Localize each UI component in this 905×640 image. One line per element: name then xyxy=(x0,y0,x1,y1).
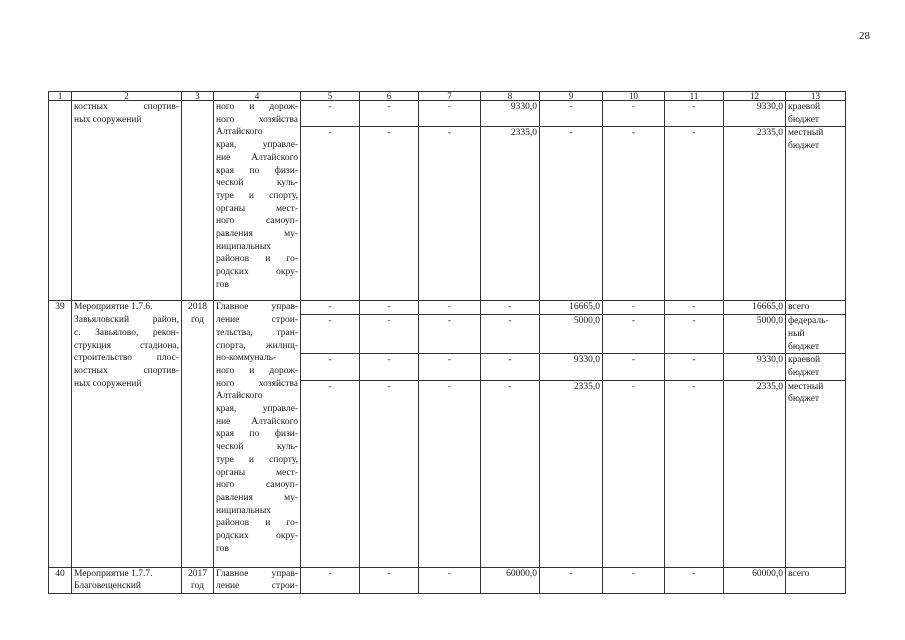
amount-cell: - xyxy=(603,101,665,127)
amount-cell: - xyxy=(360,127,419,301)
executor-line: ческой куль- xyxy=(216,178,298,189)
measure-name-line: ных сооружений xyxy=(74,114,142,125)
executor-line: туре и спорту, xyxy=(216,454,298,465)
funding-source-cell xyxy=(786,101,846,127)
executor-line: ление строи- xyxy=(216,581,298,592)
amount-cell: - xyxy=(540,101,603,127)
executor-line: Главное управ- xyxy=(216,302,298,313)
total-cell: 5000,0 xyxy=(724,315,786,354)
executor-line: ного и дорож- xyxy=(216,365,298,376)
executor-line: ного самоуп- xyxy=(216,480,298,491)
row-number-cell: 39 xyxy=(49,301,72,567)
executor-line: гов xyxy=(216,279,229,290)
amount-cell: - xyxy=(665,380,724,567)
amount-cell: - xyxy=(540,127,603,301)
amount-cell: - xyxy=(360,101,419,127)
amount-cell: - xyxy=(301,380,360,567)
measure-name-cell xyxy=(72,567,182,593)
funding-source-line: ный xyxy=(788,328,805,339)
amount-cell: - xyxy=(665,354,724,380)
amount-cell: - xyxy=(419,101,481,127)
executor-line: Алтайского xyxy=(216,127,263,138)
funding-source-cell xyxy=(786,315,846,354)
amount-cell: 9330,0 xyxy=(540,354,603,380)
executor-line: родских окру- xyxy=(216,531,298,542)
executor-line: ного хозяйства xyxy=(216,378,298,389)
funding-source-cell xyxy=(786,127,846,301)
amount-cell: - xyxy=(603,127,665,301)
measure-name-line: Мероприятие 1.7.6. xyxy=(74,302,153,313)
amount-cell: - xyxy=(419,354,481,380)
total-cell: 2335,0 xyxy=(724,380,786,567)
year-cell xyxy=(182,567,214,593)
amount-cell: - xyxy=(419,315,481,354)
executor-line: ческой куль- xyxy=(216,442,298,453)
funding-source-cell xyxy=(786,354,846,380)
year-line: год xyxy=(191,315,204,326)
executor-line: ниципальных xyxy=(216,505,272,516)
header-row xyxy=(49,92,846,101)
executor-line: Главное управ- xyxy=(216,568,298,579)
funding-source-line: всего xyxy=(788,302,810,313)
amount-cell: - xyxy=(603,315,665,354)
header-cell: 7 xyxy=(419,92,481,101)
funding-source-line: бюджет xyxy=(788,367,820,378)
total-cell: 9330,0 xyxy=(724,101,786,127)
amount-cell: - xyxy=(603,301,665,315)
header-cell: 1 xyxy=(49,92,72,101)
funding-source-line: местный xyxy=(788,381,824,392)
amount-cell: 16665,0 xyxy=(540,301,603,315)
amount-cell: - xyxy=(665,101,724,127)
amount-cell: - xyxy=(419,380,481,567)
amount-cell: - xyxy=(481,301,540,315)
amount-cell: - xyxy=(301,567,360,593)
funding-source-cell xyxy=(786,301,846,315)
header-cell: 11 xyxy=(665,92,724,101)
amount-cell: - xyxy=(301,127,360,301)
executor-line: районов и го- xyxy=(216,518,298,529)
total-cell: 60000,0 xyxy=(724,567,786,593)
table-row xyxy=(49,301,846,315)
executor-line: равления му- xyxy=(216,492,298,503)
page-number: 28 xyxy=(859,30,870,42)
year-cell xyxy=(182,101,214,301)
executor-line: ление строи- xyxy=(216,315,298,326)
year-line: 2018 xyxy=(188,302,207,313)
header-cell: 4 xyxy=(214,92,301,101)
measure-name-line: Завьяловский район, xyxy=(74,315,179,326)
funding-source-line: бюджет xyxy=(788,114,820,125)
amount-cell: - xyxy=(301,354,360,380)
table-row xyxy=(49,101,846,127)
amount-cell: 9330,0 xyxy=(481,101,540,127)
header-cell: 10 xyxy=(603,92,665,101)
measure-name-line: ных сооружений xyxy=(74,378,142,389)
amount-cell: - xyxy=(301,101,360,127)
amount-cell: - xyxy=(360,380,419,567)
funding-source-line: краевой xyxy=(788,355,821,366)
amount-cell: - xyxy=(603,380,665,567)
header-cell: 3 xyxy=(182,92,214,101)
amount-cell: 2335,0 xyxy=(481,127,540,301)
executor-line: родских окру- xyxy=(216,267,298,278)
header-cell: 12 xyxy=(724,92,786,101)
executor-cell xyxy=(214,301,301,567)
executor-line: спорта, жилищ- xyxy=(216,340,298,351)
amount-cell: - xyxy=(665,315,724,354)
amount-cell: - xyxy=(301,315,360,354)
executor-line: ного и дорож- xyxy=(216,102,298,112)
header-cell: 8 xyxy=(481,92,540,101)
measure-name-line: Мероприятие 1.7.7. xyxy=(74,568,153,579)
total-cell: 9330,0 xyxy=(724,354,786,380)
amount-cell: 5000,0 xyxy=(540,315,603,354)
executor-line: ного хозяйства xyxy=(216,114,298,125)
measure-name-line: струкция стадиона, xyxy=(74,340,179,351)
amount-cell: 2335,0 xyxy=(540,380,603,567)
executor-line: гов xyxy=(216,543,229,554)
amount-cell: - xyxy=(419,567,481,593)
measure-name-line: костных спортив- xyxy=(74,102,179,112)
executor-line: края по физи- xyxy=(216,429,298,440)
executor-line: ниципальных xyxy=(216,241,272,252)
executor-line: органы мест- xyxy=(216,467,298,478)
row-number-cell xyxy=(49,101,72,301)
header-cell: 9 xyxy=(540,92,603,101)
year-line: 2017 xyxy=(188,568,207,579)
amount-cell: - xyxy=(419,301,481,315)
measure-name-cell xyxy=(72,301,182,567)
amount-cell: - xyxy=(665,567,724,593)
amount-cell: - xyxy=(481,315,540,354)
funding-source-line: краевой xyxy=(788,102,821,112)
funding-source-line: федераль- xyxy=(788,316,829,327)
header-cell: 13 xyxy=(786,92,846,101)
amount-cell: - xyxy=(301,301,360,315)
year-cell xyxy=(182,301,214,567)
executor-line: районов и го- xyxy=(216,254,298,265)
funding-source-line: местный xyxy=(788,128,824,139)
executor-line: края, управле- xyxy=(216,404,298,415)
amount-cell: - xyxy=(665,301,724,315)
executor-line: ного самоуп- xyxy=(216,216,298,227)
funding-source-line: бюджет xyxy=(788,341,820,352)
measure-name-line: с. Завьялово, рекон- xyxy=(74,327,179,338)
executor-line: Алтайского xyxy=(216,391,263,402)
executor-line: ние Алтайского xyxy=(216,152,298,163)
header-cell: 6 xyxy=(360,92,419,101)
executor-cell xyxy=(214,567,301,593)
total-cell: 16665,0 xyxy=(724,301,786,315)
amount-cell: - xyxy=(360,301,419,315)
row-number-cell: 40 xyxy=(49,567,72,593)
measure-name-cell xyxy=(72,101,182,301)
amount-cell: - xyxy=(360,567,419,593)
executor-line: органы мест- xyxy=(216,203,298,214)
executor-line: ние Алтайского xyxy=(216,416,298,427)
total-cell: 2335,0 xyxy=(724,127,786,301)
executor-cell xyxy=(214,101,301,301)
header-cell: 2 xyxy=(72,92,182,101)
amount-cell: - xyxy=(360,315,419,354)
executor-line: туре и спорту, xyxy=(216,190,298,201)
executor-line: равления му- xyxy=(216,229,298,240)
executor-line: но-коммуналь- xyxy=(216,353,277,364)
executor-line: тельства, тран- xyxy=(216,327,298,338)
amount-cell: - xyxy=(481,380,540,567)
executor-line: края по физи- xyxy=(216,165,298,176)
funding-source-cell xyxy=(786,567,846,593)
amount-cell: - xyxy=(481,354,540,380)
amount-cell: 60000,0 xyxy=(481,567,540,593)
funding-source-cell xyxy=(786,380,846,567)
amount-cell: - xyxy=(360,354,419,380)
amount-cell: - xyxy=(540,567,603,593)
executor-line: края, управле- xyxy=(216,140,298,151)
measure-name-line: строительство плос- xyxy=(74,353,179,364)
amount-cell: - xyxy=(419,127,481,301)
year-line: год xyxy=(191,581,204,592)
budget-table xyxy=(48,91,846,594)
amount-cell: - xyxy=(665,127,724,301)
funding-source-line: бюджет xyxy=(788,141,820,152)
table-row xyxy=(49,567,846,593)
amount-cell: - xyxy=(603,354,665,380)
measure-name-line: Благовещенский xyxy=(74,581,141,592)
amount-cell: - xyxy=(603,567,665,593)
measure-name-line: костных спортив- xyxy=(74,365,179,376)
funding-source-line: бюджет xyxy=(788,394,820,405)
header-cell: 5 xyxy=(301,92,360,101)
funding-source-line: всего xyxy=(788,568,810,579)
